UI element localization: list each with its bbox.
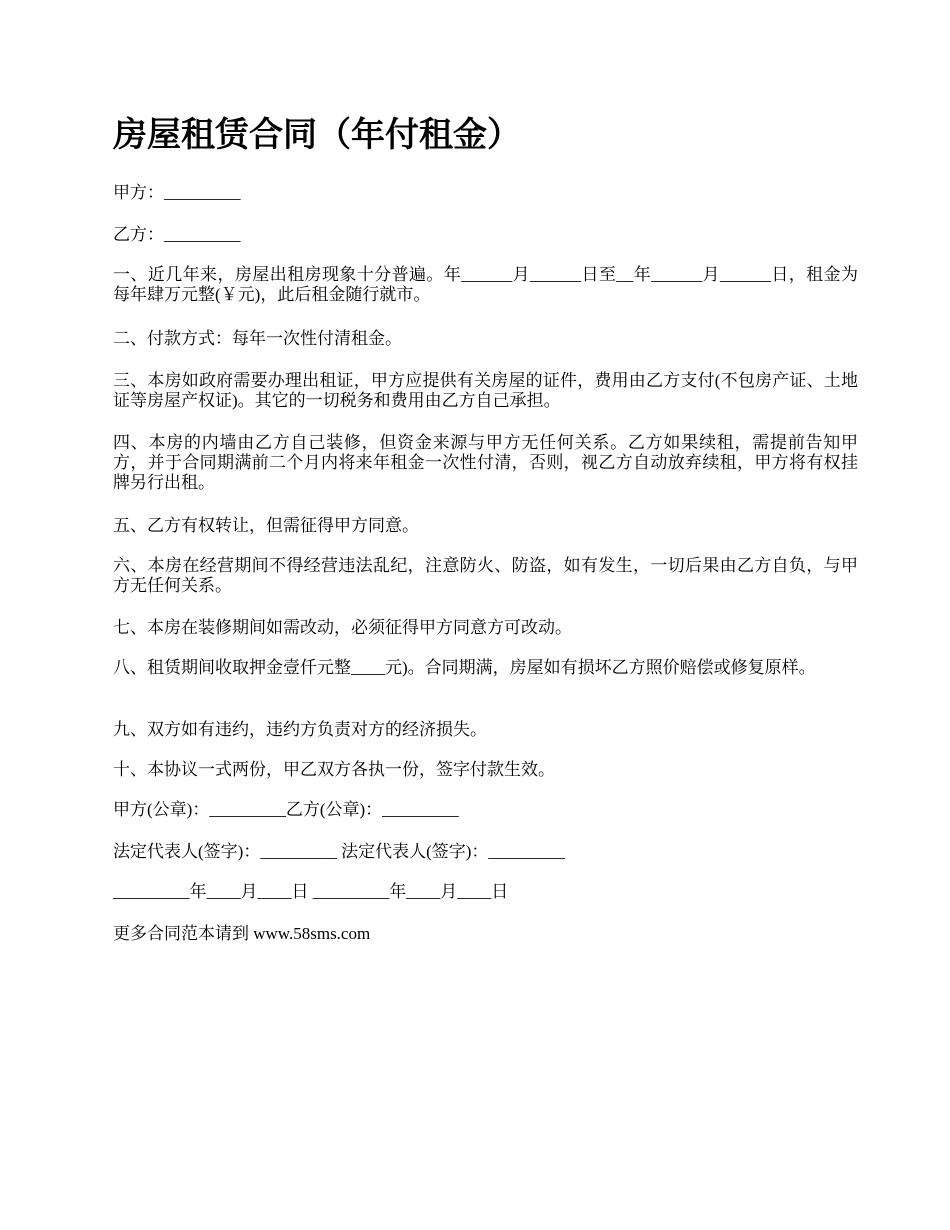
clause-2: 二、付款方式：每年一次性付清租金。 <box>113 329 402 348</box>
clause-10: 十、本协议一式两份，甲乙双方各执一份，签字付款生效。 <box>113 760 555 779</box>
representative-signature-line: 法定代表人(签字)：_________ 法定代表人(签字)：_________ <box>113 842 565 861</box>
date-line: _________年____月____日 _________年____月____日 <box>113 882 509 901</box>
party-a-line: 甲方：_________ <box>113 183 241 202</box>
document-title: 房屋租赁合同（年付租金） <box>113 117 521 154</box>
party-b-line: 乙方：_________ <box>113 225 241 244</box>
clause-4: 四、本房的内墙由乙方自己装修，但资金来源与甲方无任何关系。乙方如果续租，需提前告知甲方，并于合同期满前二个月内将来年租金一次性付清，否则，视乙方自动放弃续租，甲方将有权挂牌另行出租。 <box>113 433 858 492</box>
clause-8: 八、租赁期间收取押金壹仟元整____元)。合同期满，房屋如有损坏乙方照价赔偿或修复原样。 <box>113 658 816 677</box>
footer-link-text: 更多合同范本请到 www.58sms.com <box>113 924 371 943</box>
clause-1: 一、近几年来，房屋出租房现象十分普遍。年______月______日至__年______月______日，租金为每年肆万元整(￥元)，此后租金随行就市。 <box>113 265 858 304</box>
clause-3: 三、本房如政府需要办理出租证，甲方应提供有关房屋的证件，费用由乙方支付(不包房产证、土地证等房屋产权证)。其它的一切税务和费用由乙方自己承担。 <box>113 371 858 410</box>
clause-7: 七、本房在装修期间如需改动，必须征得甲方同意方可改动。 <box>113 618 572 637</box>
clause-6: 六、本房在经营期间不得经营违法乱纪，注意防火、防盗，如有发生，一切后果由乙方自负，与甲方无任何关系。 <box>113 556 858 595</box>
clause-5: 五、乙方有权转让，但需征得甲方同意。 <box>113 516 419 535</box>
clause-9: 九、双方如有违约，违约方负责对方的经济损失。 <box>113 720 487 739</box>
seal-line: 甲方(公章)：_________乙方(公章)：_________ <box>113 800 459 819</box>
